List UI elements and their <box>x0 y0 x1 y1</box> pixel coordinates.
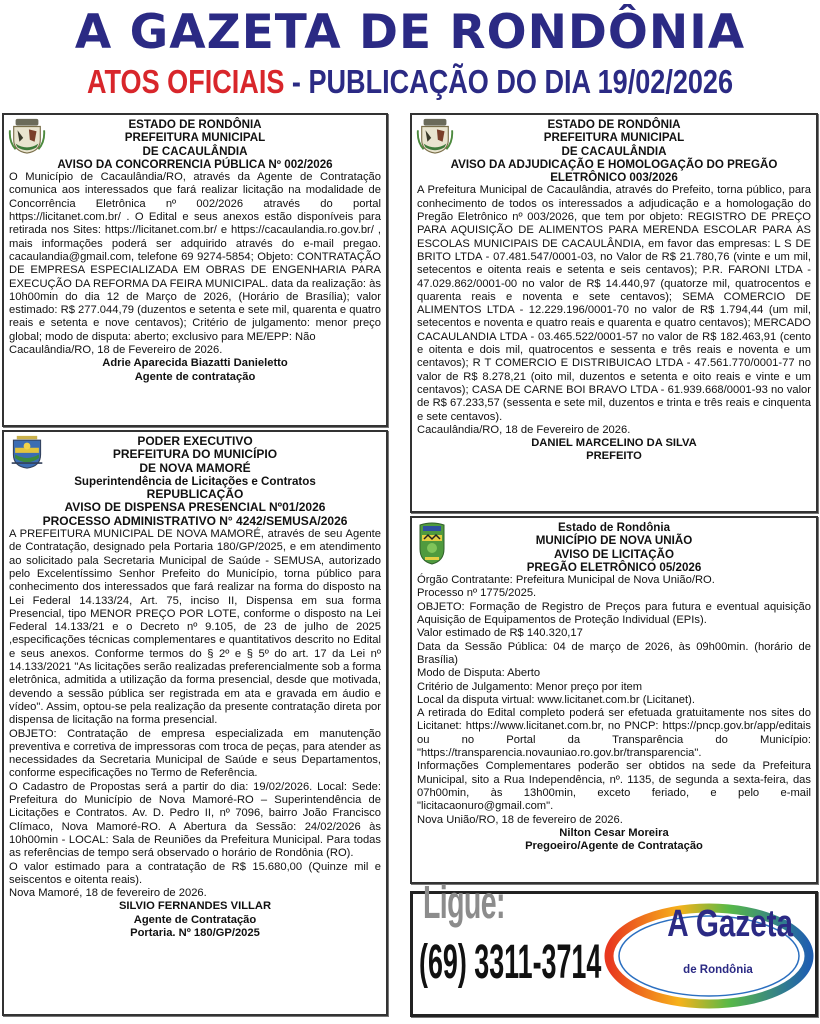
notice-header: Estado de Rondônia <box>557 521 671 534</box>
notice-body: A Prefeitura Municipal de Cacaulândia, através do Prefeito, torna público, para conhecimento de todos os interessados a adjudicação e a homologação do Pregão Eletrônico nº 003/2026, que tem por objeto: REGISTRO DE PREÇO PARA AQUISIÇÃO DE ALIMENTOS PARA MERENDA ESCOLAR PARA AS ESCOLAS MUNICIPAIS DE CACAULÂNDIA, em favor das empresas: L S DE BRITO LTDA - 07.481.547/0001-03, no Valor de R$ 21.780,76 (vinte e um mil, setecentos e oitenta reais e setenta e seis centavos); P.R. FARONI LTDA - 47.029.862/0001-00 no valor de R$ 14.440,97 (quatorze mil, quatrocentos e quarenta reais e noventa e sete centavos); SEMA COMERCIO DE ALIMENTOS LTDA - 12.229.196/0001-70 no valor de R$ 1.794,44 (um mil, setecentos e noventa e quatro reais e quarenta e quatro centavos); MERCADO CACAULANDIA LTDA - 03.465.522/0001-57 no valor de R$ 182.463,91 (cento e oitenta e dois mil, quatrocentos e sessenta e três reais e noventa e um centavos); R T COMERCIO E DISTRIBUICAO LTDA - 47.561.770/0001-77 no valor de R$ 8.278,21 (oito mil, duzentos e setenta e oito reais e vinte e um centavos); CASA DE CARNE BOI BRAVO LTDA - 61.939.668/0001-93 no valor de R$ 67.233,57 (sessenta e sete mil, duzentos e trinta e três reais e cinquenta e sete centavos). <box>417 184 811 423</box>
notice-nova-mamore-dispensa <box>2 430 388 1016</box>
notice-paragraph: Informações Complementares poderão ser obtidos na sede da Prefeitura Municipal, sito a Rua Independência, nº. 1135, de segunda a sexta-feira, das 07h00min, às 13h00min, exceto feriado, e pelo e-mail "licitacaonuro@gmail.com". <box>417 760 811 813</box>
notice-place-date: Nova União/RO, 18 de fevereiro de 2026. <box>417 813 623 826</box>
notice-paragraph: OBJETO: Formação de Registro de Preços para futura e eventual aquisição Aquisição de Equipamentos de Proteção Individual (EPIs). <box>417 600 811 627</box>
notice-paragraph: Processo nº 1775/2025. <box>417 587 537 600</box>
ad-logo-subtitle: de Rondônia <box>683 964 753 976</box>
notice-paragraph: Critério de Julgamento: Menor preço por item <box>417 680 643 693</box>
nova-mamore-coat-of-arms-icon <box>10 434 44 470</box>
advertisement <box>410 876 818 1017</box>
newspaper-title: A GAZETA DE RONDÔNIA <box>74 5 746 60</box>
signatory-name: DANIEL MARCELINO DA SILVA <box>531 437 697 450</box>
notice-paragraph: Local da disputa virtual: www.licitanet.com.br (Licitanet). <box>417 693 695 706</box>
notice-header: PREFEITURA MUNICIPAL <box>124 131 266 145</box>
notice-cacaulandia-concorrencia <box>2 113 388 427</box>
signatory-name: Adrie Aparecida Biazatti Danieletto <box>102 357 288 370</box>
notice-nova-uniao-licitacao <box>410 516 818 884</box>
notice-title: AVISO DA CONCORRENCIA PÚBLICA Nº 002/2026 <box>57 157 333 171</box>
signatory-role: Agente de contratação <box>134 370 256 383</box>
notice-paragraph: Data da Sessão Pública: 04 de março de 2026, às 09h00min. (horário de Brasília) <box>417 640 811 666</box>
notice-cacaulandia-adjudicacao <box>410 113 818 513</box>
notice-place-date: Nova Mamoré, 18 de fevereiro de 2026. <box>9 887 207 900</box>
notice-header: PREFEITURA MUNICIPAL <box>543 131 685 145</box>
notice-paragraph: O valor estimado para a contratação de R$ 15.680,00 (Quinze mil e seiscentos e oitenta reais). <box>9 860 381 886</box>
separator: - <box>284 63 309 100</box>
notice-header: Superintendência de Licitações e Contratos <box>74 474 316 488</box>
section-title: ATOS OFICIAIS <box>86 63 285 100</box>
masthead <box>0 4 820 102</box>
ad-call-label: Ligue: <box>423 876 505 928</box>
notice-title: AVISO DE DISPENSA PRESENCIAL Nº01/2026 <box>64 500 326 515</box>
nova-uniao-coat-of-arms-icon <box>416 521 448 565</box>
signatory-ordinance: Portaria. Nº 180/GP/2025 <box>130 926 260 939</box>
signatory-role: PREFEITO <box>586 450 642 463</box>
notice-paragraph: Modo de Disputa: Aberto <box>417 667 541 680</box>
notice-header: ESTADO DE RONDÔNIA <box>128 118 262 131</box>
notice-paragraph: Órgão Contratante: Prefeitura Municipal de Nova União/RO. <box>417 574 715 587</box>
notice-header: DE CACAULÂNDIA <box>561 144 667 158</box>
notice-paragraph: Valor estimado de R$ 140.320,17 <box>417 627 583 640</box>
notice-subtitle: PROCESSO ADMINISTRATIVO N° 4242/SEMUSA/2026 <box>42 513 348 528</box>
notice-header: REPUBLICAÇÃO <box>146 487 244 502</box>
signatory-name: Nilton Cesar Moreira <box>559 826 669 839</box>
notice-header: DE CACAULÂNDIA <box>142 144 248 158</box>
notice-place-date: Cacaulândia/RO, 18 de Fevereiro de 2026. <box>417 423 631 436</box>
publication-date: PUBLICAÇÃO DO DIA 19/02/2026 <box>308 63 734 100</box>
notice-paragraph: O Cadastro de Propostas será a partir do dia: 19/02/2026. Local: Sede: Prefeitura do Município de Nova Mamoré-RO – Superintendência de Licitações e Contratos. Av. D. Pedro II, nº 7096, bairro João Francisco Clímaco, Nova Mamoré-RO. A Abertura da Sessão: 24/02/2026 às 10h00min - LOCAL: Sala de Reuniões da Prefeitura Municipal. Para todas as referências de tempo será observado o horário de Rondônia (RO). <box>9 780 381 860</box>
ad-logo-title: A Gazeta <box>667 903 794 945</box>
notice-paragraph: OBJETO: Contratação de empresa especializada em manutenção preventiva e corretiva de impressoras com troca de peças, para atender as necessidades da Secretaria Municipal de Saúde e seus Departamentos, conforme especificações no Termo de Referência. <box>9 727 381 780</box>
cacaulandia-coat-of-arms-icon <box>416 117 454 155</box>
publication-line <box>74 62 746 102</box>
notice-title: PREGÃO ELETRÔNICO 05/2026 <box>526 560 702 574</box>
notice-header: MUNICÍPIO DE NOVA UNIÃO <box>535 534 693 548</box>
notice-paragraph: A retirada do Edital completo poderá ser efetuada gratuitamente nos sites do Licitanet: https://www.licitanet.com.br, no PNCP: https://pncp.gov.br/app/editais ou no Portal da Transparência do Município: "https://transparencia.novauniao.ro.gov.br/transparencia". <box>417 707 811 760</box>
signatory-name: SILVIO FERNANDES VILLAR <box>118 900 272 913</box>
signatory-role: Pregoeiro/Agente de Contratação <box>525 840 703 853</box>
notice-place-date: Cacaulândia/RO, 18 de Fevereiro de 2026. <box>9 344 223 357</box>
notice-title: AVISO DA ADJUDICAÇÃO E HOMOLOGAÇÃO DO PREGÃO ELETRÔNICO 003/2026 <box>450 157 778 185</box>
signatory-role: Agente de Contratação <box>133 913 257 926</box>
notice-header: PREFEITURA DO MUNICÍPIO <box>112 447 278 462</box>
notice-paragraph: A PREFEITURA MUNICIPAL DE NOVA MAMORÉ, através de seu Agente de Contratação, designado pela Portaria 180/GP/2025, e em atendimento ao solicitado pala Secretaria Municipal de Saúde - SEMUSA, autorizado pelo Excelentíssimo Senhor Prefeito do Município, torna público para conhecimento dos interessados que fará realizar na forma do disposto na Lei Federal 14.133/24, Art. 75, inciso II, Dispensa em sua forma Presencial, tipo MENOR PREÇO POR LOTE, conforme o disposto na Lei Federal 14.133/21 e o Decreto nº 9.105, de 23 de julho de 2025 ,especificações técnicas complementares e quantitativos descrito no Edital e seus anexos. Conforme termos do § 2º e § 5º do art. 17 da Lei nº 14.133/2021 "As licitações serão realizadas preferencialmente sob a forma eletrônica, admitida a utilização da forma presencial, desde que motivada, devendo a sessão pública ser registrada em ata e gravada em áudio e vídeo". Assim, optou-se pela realização da presente contratação direta por dispensa de licitação na forma presencial. <box>9 528 381 727</box>
notice-header: DE NOVA MAMORÉ <box>139 460 251 475</box>
ad-phone-number: (69) 3311-3714 <box>419 936 602 989</box>
notice-header: PODER EXECUTIVO <box>137 434 253 448</box>
notice-header: ESTADO DE RONDÔNIA <box>547 118 681 131</box>
notice-header: AVISO DE LICITAÇÃO <box>553 547 675 561</box>
cacaulandia-coat-of-arms-icon <box>8 117 46 155</box>
notice-body: O Município de Cacaulândia/RO, através da Agente de Contratação comunica aos interessados que fará realizar licitação na modalidade de Concorrência Eletrônica nº 002/2026 através do portal https://licitanet.com.br/ . O Edital e seus anexos estão disponíveis para retirada nos Sites: https://licitanet.com.br/ e https://cacaulandia.ro.gov.br/ , mais informações poderá ser adquirido através do e-mail pregao. cacaulandia@gmail.com, telefone 69 9274-5854; Objeto: CONTRATAÇÃO DE EMPRESA ESPECIALIZADA EM OBRAS DE ENGENHARIA PARA EXECUÇÃO DA REFORMA DA FEIRA MUNICIPAL. data da realização: às 10h00min do dia 12 de Março de 2026, (Horário de Brasília); valor estimado: R$ 277.044,79 (duzentos e setenta e sete mil, quarenta e quatro reais e setenta e nove centavos); Critério de julgamento: menor preço global; modo de disputa: aberto; exclusivo para ME/EPP: Não <box>9 171 381 343</box>
